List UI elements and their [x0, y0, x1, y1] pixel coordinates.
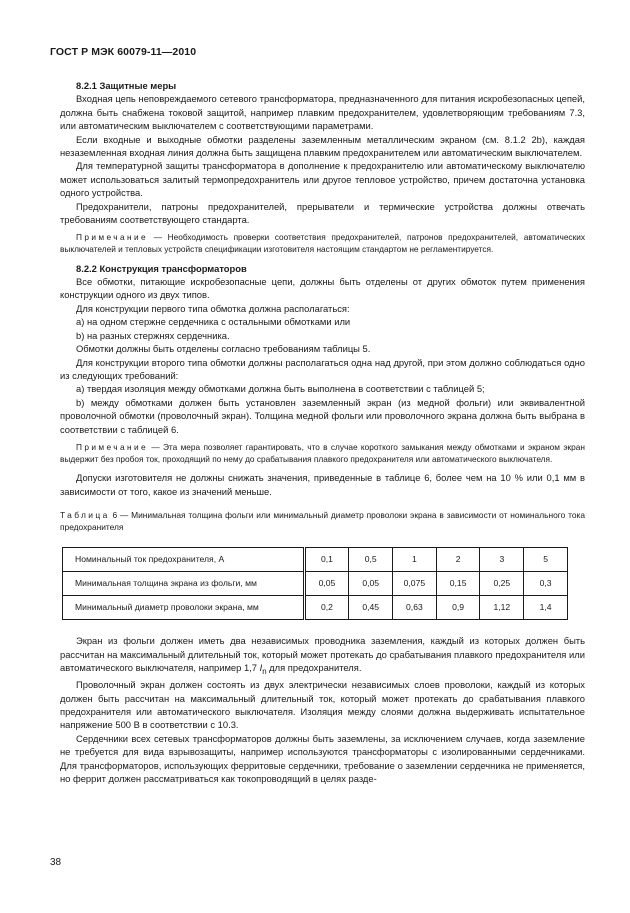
note-text: — Эта мера позволяет гарантировать, что в случае короткого замыкания между обмотками и экраном экран выдержит без пробоя ток, проходящий по нему до срабатывания плавкого предохранителя или автоматического выключателя. [60, 441, 585, 464]
row-label: Минимальная толщина экрана из фольги, мм [63, 572, 305, 596]
note-text: — Необходимость проверки соответствия предохранителей, патронов предохранителей, автоматических выключателей и тепловых устройств спецификации изготовителя настоящим стандартом не регламентируется. [60, 232, 585, 255]
table-cell: 0,1 [304, 548, 349, 572]
table-cell: 0,45 [349, 596, 393, 620]
table-cell: 2 [436, 548, 480, 572]
paragraph: Предохранители, патроны предохранителей, прерыватели и термические устройства должны отвечать требованиям соответствующего стандарта. [60, 200, 585, 226]
table-row [63, 596, 568, 620]
current-subscript: n [262, 666, 267, 676]
list-item: a) на одном стержне сердечника с остальными обмотками или [76, 316, 351, 328]
data-table [62, 547, 568, 620]
table-cell: 1,4 [524, 596, 568, 620]
text-run: для предохранителя. [266, 661, 362, 673]
table-cell: 0,63 [393, 596, 437, 620]
paragraph: Обмотки должны быть отделены согласно требованиям таблицы 5. [76, 343, 371, 355]
paragraph: Входная цепь неповреждаемого сетевого трансформатора, предназначенного для питания искробезопасных цепей, должна быть снабжена токовой защитой, например плавким предохранителем, удовлетворяющим требованиям 7.3, или автоматическим выключателем с соответствующими параметрами. [60, 93, 585, 132]
table-cell: 3 [480, 548, 524, 572]
paragraph: Сердечники всех сетевых трансформаторов должны быть заземлены, за исключением случаев, когда заземление не требуется для вида взрывозащиты, например используются трансформаторы с изолированными сердечниками. Для трансформаторов, использующих ферритовые сердечники, требование о заземлении сердечника не применяется, но феррит должен рассматриваться как токопроводящий в целях разде- [60, 732, 585, 785]
paragraph: Допуски изготовителя не должны снижать значения, приведенные в таблице 6, более чем на 10 % или 0,1 мм в зависимости от того, какое из значений меньше. [60, 472, 585, 497]
table-cell: 0,075 [393, 572, 437, 596]
page-body [60, 79, 585, 785]
paragraph: Для конструкции второго типа обмотки должны располагаться одна над другой, при этом должно соблюдаться одно из следующих требований: [60, 356, 585, 381]
row-label: Номинальный ток предохранителя, А [63, 548, 305, 572]
table-cell: 1,12 [480, 596, 524, 620]
table-cell: 0,25 [480, 572, 524, 596]
table-caption [60, 510, 585, 533]
page-number: 38 [50, 857, 62, 868]
paragraph: Для конструкции первого типа обмотка должна располагаться: [76, 302, 350, 314]
table-cell: 0,05 [304, 572, 349, 596]
paragraph: Все обмотки, питающие искробезопасные цепи, должны быть отделены от других обмоток путем применения конструкции одного из двух типов. [60, 276, 585, 301]
table-cell: 5 [524, 548, 568, 572]
current-symbol: I [259, 661, 263, 673]
table-row [63, 548, 568, 572]
list-item: b) между обмотками должен быть установлен заземленный экран (из медной фольги) или эквивалентной проволочной обмотки (проволочный экран). Толщина медной фольги или проволочного экрана должна быть выбрана в соответствии с таблицей 6. [60, 396, 585, 435]
note-label: Примечание [76, 441, 149, 452]
table-cell: 0,9 [436, 596, 480, 620]
text-run: Экран из фольги должен иметь два независимых проводника заземления, каждый из которых должен быть рассчитан на максимальный длительный ток, который может протекать до срабатывания плавкого предохранителя или автоматического выключателя, например 1,7 [60, 635, 585, 673]
paragraph: Для температурной защиты трансформатора в дополнение к предохранителю или автоматическому выключателю может использоваться залитый термопредохранитель или другое тепловое устройство, причем достаточна установка одного устройства. [60, 160, 585, 199]
note [60, 232, 585, 255]
row-label: Минимальный диаметр проволоки экрана, мм [63, 596, 305, 620]
table-caption-label: Таблица [60, 509, 110, 520]
list-item: b) на разных стержнях сердечника. [76, 329, 230, 341]
table-caption-text: 6 — Минимальная толщина фольги или минимальный диаметр проволоки экрана в зависимости от номинального тока предохранителя [60, 509, 585, 532]
document-header: ГОСТ Р МЭК 60079-11—2010 [50, 46, 197, 58]
section-8-2-1-title: 8.2.1 Защитные меры [76, 80, 177, 91]
list-item: a) твердая изоляция между обмотками должна быть выполнена в соответствии с таблицей 5; [76, 383, 485, 395]
table-6 [60, 547, 585, 620]
table-row [63, 572, 568, 596]
table-cell: 0,3 [524, 572, 568, 596]
paragraph: Если входные и выходные обмотки разделены заземленным металлическим экраном (см. 8.1.2 2b), каждая незаземленная входная линия должна быть защищена плавким предохранителем или автоматическим выключателем. [60, 133, 585, 159]
note-label: Примечание [76, 232, 149, 243]
table-cell: 0,05 [349, 572, 393, 596]
table-cell: 1 [393, 548, 437, 572]
table-cell: 0,5 [349, 548, 393, 572]
note [60, 442, 585, 465]
section-8-2-2-title: 8.2.2 Конструкция трансформаторов [76, 262, 247, 274]
table-cell: 0,15 [436, 572, 480, 596]
paragraph: Проволочный экран должен состоять из двух электрически независимых слоев проволоки, каждый из которых должен быть рассчитан на максимальный длительный ток, который может протекать до срабатывания плавкого предохранителя или автоматического выключателя. Изоляция между слоями должна выдерживать испытательное напряжение 500 В в соответствии с 10.3. [60, 679, 585, 731]
table-cell: 0,2 [304, 596, 349, 620]
paragraph [60, 634, 585, 678]
